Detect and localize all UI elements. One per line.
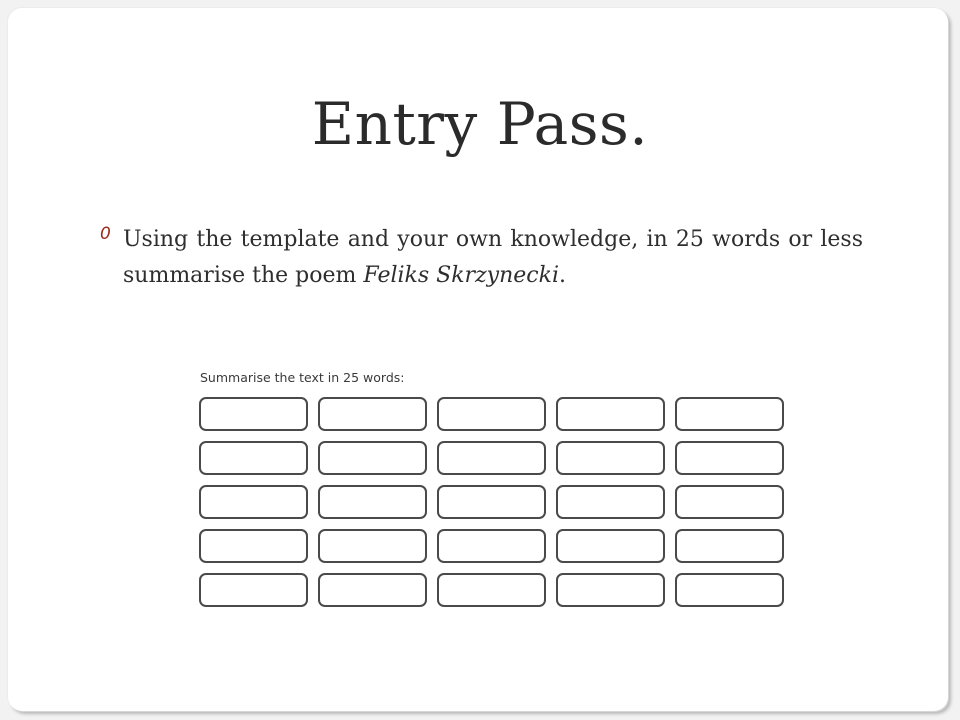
word-box[interactable] [437,441,546,475]
word-box[interactable] [437,397,546,431]
word-box[interactable] [199,485,308,519]
word-box[interactable] [437,485,546,519]
word-box[interactable] [675,485,784,519]
word-box[interactable] [318,573,427,607]
word-box[interactable] [675,573,784,607]
word-box[interactable] [318,441,427,475]
bullet-item [100,222,863,294]
bullet-text-end: . [558,263,566,288]
word-box[interactable] [675,529,784,563]
word-box[interactable] [199,441,308,475]
word-box[interactable] [556,441,665,475]
summary-template [192,364,792,614]
slide-title: Entry Pass. [311,90,649,158]
bullet-text [123,222,863,294]
word-box[interactable] [199,573,308,607]
word-box[interactable] [556,485,665,519]
word-box[interactable] [556,573,665,607]
template-heading: Summarise the text in 25 words: [200,370,405,385]
word-box-grid [199,397,784,607]
bullet-marker: 0 [100,224,111,244]
word-box[interactable] [199,397,308,431]
word-box[interactable] [318,485,427,519]
bullet-text-main: Using the template and your own knowledge, in 25 words or less summarise the poem [123,227,863,288]
word-box[interactable] [437,529,546,563]
word-box[interactable] [556,529,665,563]
word-box[interactable] [437,573,546,607]
word-box[interactable] [556,397,665,431]
poem-title: Feliks Skrzynecki [363,263,559,288]
word-box[interactable] [318,529,427,563]
word-box[interactable] [318,397,427,431]
word-box[interactable] [675,441,784,475]
word-box[interactable] [675,397,784,431]
word-box[interactable] [199,529,308,563]
